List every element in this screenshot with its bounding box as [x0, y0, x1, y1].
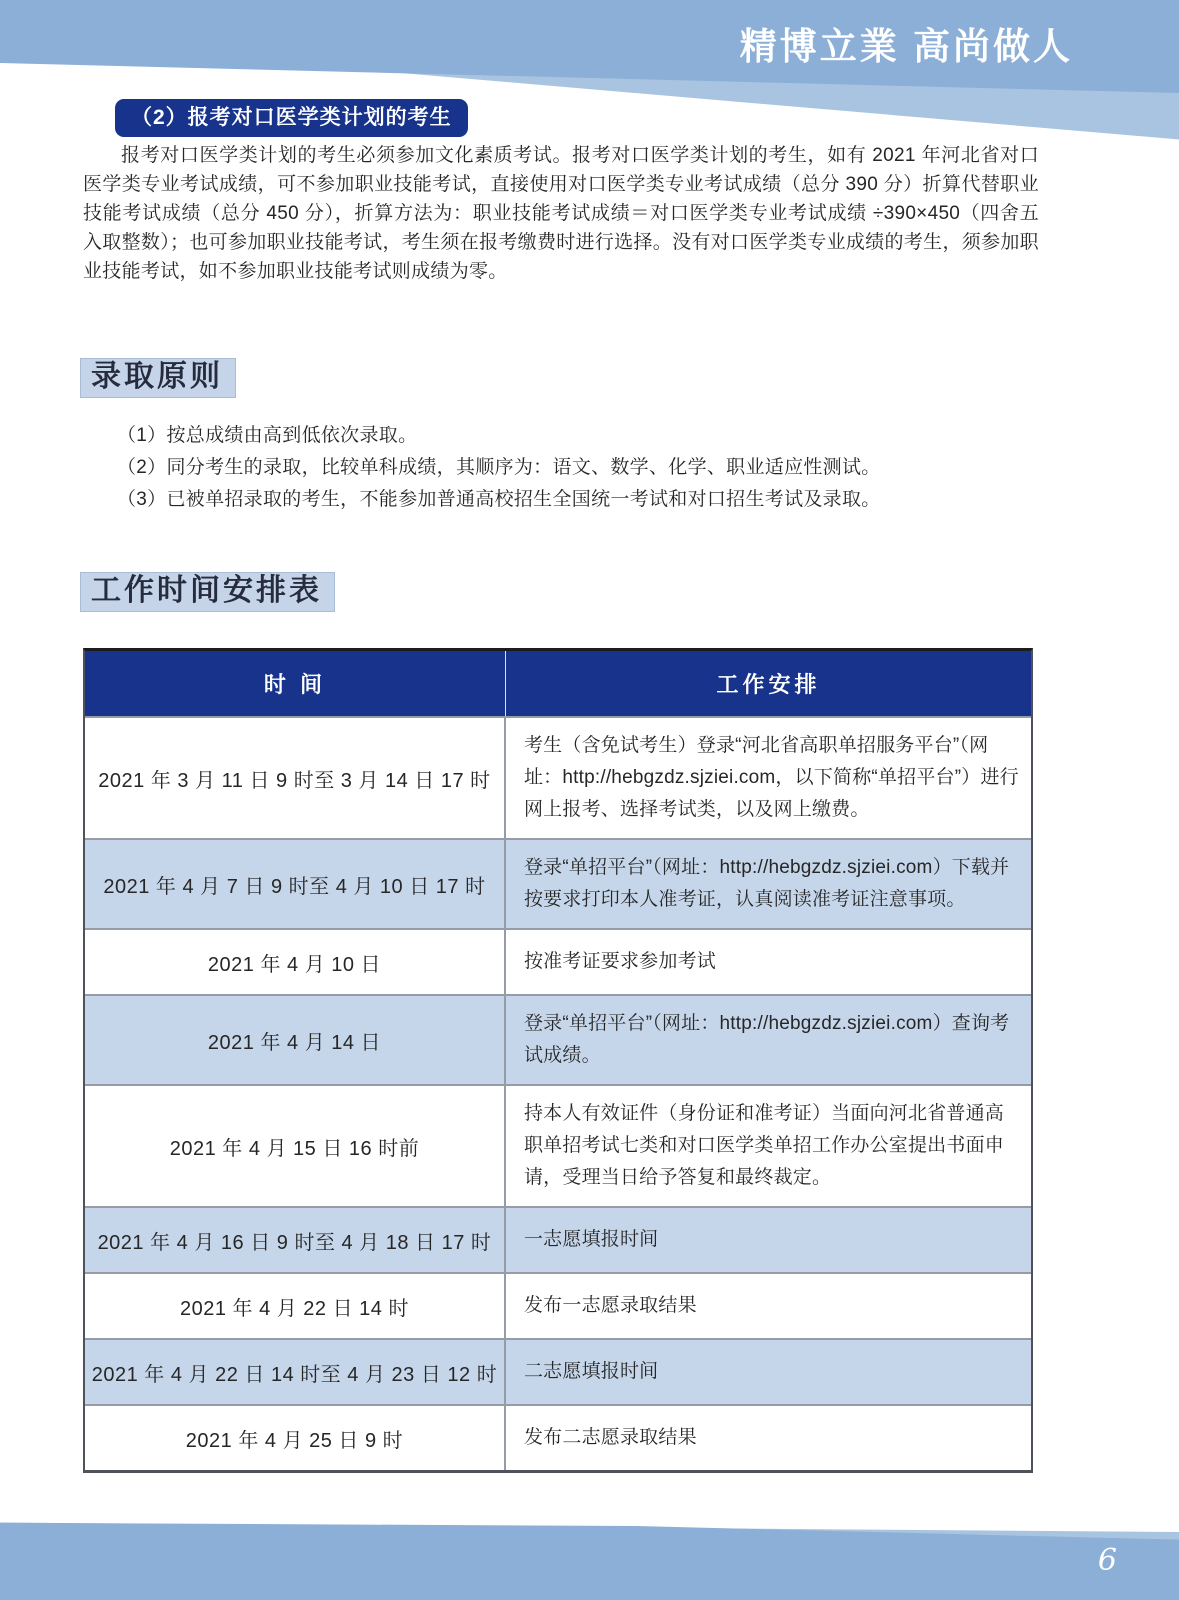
schedule-table-header: [85, 651, 1031, 716]
schedule-row: [85, 928, 1031, 994]
schedule-task-cell: 发布一志愿录取结果: [523, 1295, 697, 1316]
schedule-time-cell: 2021 年 3 月 11 日 9 时至 3 月 14 日 17 时: [85, 718, 506, 838]
schedule-time-cell: 2021 年 4 月 10 日: [85, 930, 506, 994]
schedule-time-cell: 2021 年 4 月 16 日 9 时至 4 月 18 日 17 时: [85, 1208, 506, 1272]
schedule-time-cell: 2021 年 4 月 15 日 16 时前: [85, 1086, 506, 1206]
schedule-table: [83, 648, 1033, 1473]
schedule-row: [85, 1206, 1031, 1272]
schedule-row: [85, 1084, 1031, 1206]
schedule-row: [85, 838, 1031, 928]
schedule-time-cell: 2021 年 4 月 14 日: [85, 996, 506, 1084]
schedule-time-cell: 2021 年 4 月 22 日 14 时至 4 月 23 日 12 时: [85, 1340, 506, 1404]
schedule-task-cell: 持本人有效证件（身份证和准考证）当面向河北省普通高职单招考试七类和对口医学类单招工作办公室提出书面申请，受理当日给予答复和最终裁定。: [523, 1103, 1004, 1188]
schedule-time-cell: 2021 年 4 月 25 日 9 时: [85, 1406, 506, 1470]
header-slogan: 精博立業 高尚做人: [739, 26, 1073, 67]
schedule-task-cell: 登录“单招平台”（网址：http://hebgzdz.sjziei.com）查询考试成绩。: [523, 1013, 1010, 1066]
schedule-heading: 工作时间安排表: [80, 572, 335, 612]
schedule-time-cell: 2021 年 4 月 7 日 9 时至 4 月 10 日 17 时: [85, 840, 506, 928]
subsection-badge: （2）报考对口医学类计划的考生: [115, 99, 468, 137]
schedule-task-cell: 登录“单招平台”（网址：http://hebgzdz.sjziei.com）下载并按要求打印本人准考证，认真阅读准考证注意事项。: [523, 857, 1010, 910]
schedule-task-cell: 发布二志愿录取结果: [523, 1427, 697, 1448]
schedule-task-cell: 二志愿填报时间: [523, 1361, 659, 1382]
schedule-table-body: [85, 716, 1031, 1470]
page-footer: [0, 1515, 1179, 1600]
schedule-row: [85, 716, 1031, 838]
schedule-task-cell: 考生（含免试考生）登录“河北省高职单招服务平台”（网址：http://hebgzdz.sjziei.com，以下简称“单招平台”）进行网上报考、选择考试类，以及网上缴费。: [523, 735, 1019, 820]
principles-heading: 录取原则: [80, 358, 236, 398]
page-number: 6: [1097, 1543, 1117, 1578]
schedule-column-task: 工作安排: [716, 672, 821, 697]
principle-item-1: （1）按总成绩由高到低依次录取。: [117, 425, 418, 446]
medical-paragraph: 报考对口医学类计划的考生必须参加文化素质考试。报考对口医学类计划的考生，如有 2021 年河北省对口医学类专业考试成绩，可不参加职业技能考试，直接使用对口医学类专业考试成绩（总分 390 分）折算代替职业技能考试成绩（总分 450 分），折算方法为：职业技能考试成绩＝对口医学类专业考试成绩 ÷390×450（四舍五入取整数）；也可参加职业技能考试，考生须在报考缴费时进行选择。没有对口医学类专业成绩的考生，须参加职业技能考试，如不参加职业技能考试则成绩为零。: [83, 145, 1039, 282]
principles-list: [117, 420, 1037, 516]
schedule-task-cell: 按准考证要求参加考试: [523, 951, 716, 972]
schedule-time-cell: 2021 年 4 月 22 日 14 时: [85, 1274, 506, 1338]
principle-item-3: （3）已被单招录取的考生，不能参加普通高校招生全国统一考试和对口招生考试及录取。: [117, 489, 881, 510]
schedule-row: [85, 994, 1031, 1084]
footer-band-main: [0, 1515, 1179, 1600]
schedule-row: [85, 1272, 1031, 1338]
schedule-row: [85, 1338, 1031, 1404]
principle-item-2: （2）同分考生的录取，比较单科成绩，其顺序为：语文、数学、化学、职业适应性测试。: [117, 457, 881, 478]
schedule-task-cell: 一志愿填报时间: [523, 1229, 659, 1250]
schedule-row: [85, 1404, 1031, 1470]
schedule-column-time: 时 间: [85, 651, 506, 716]
